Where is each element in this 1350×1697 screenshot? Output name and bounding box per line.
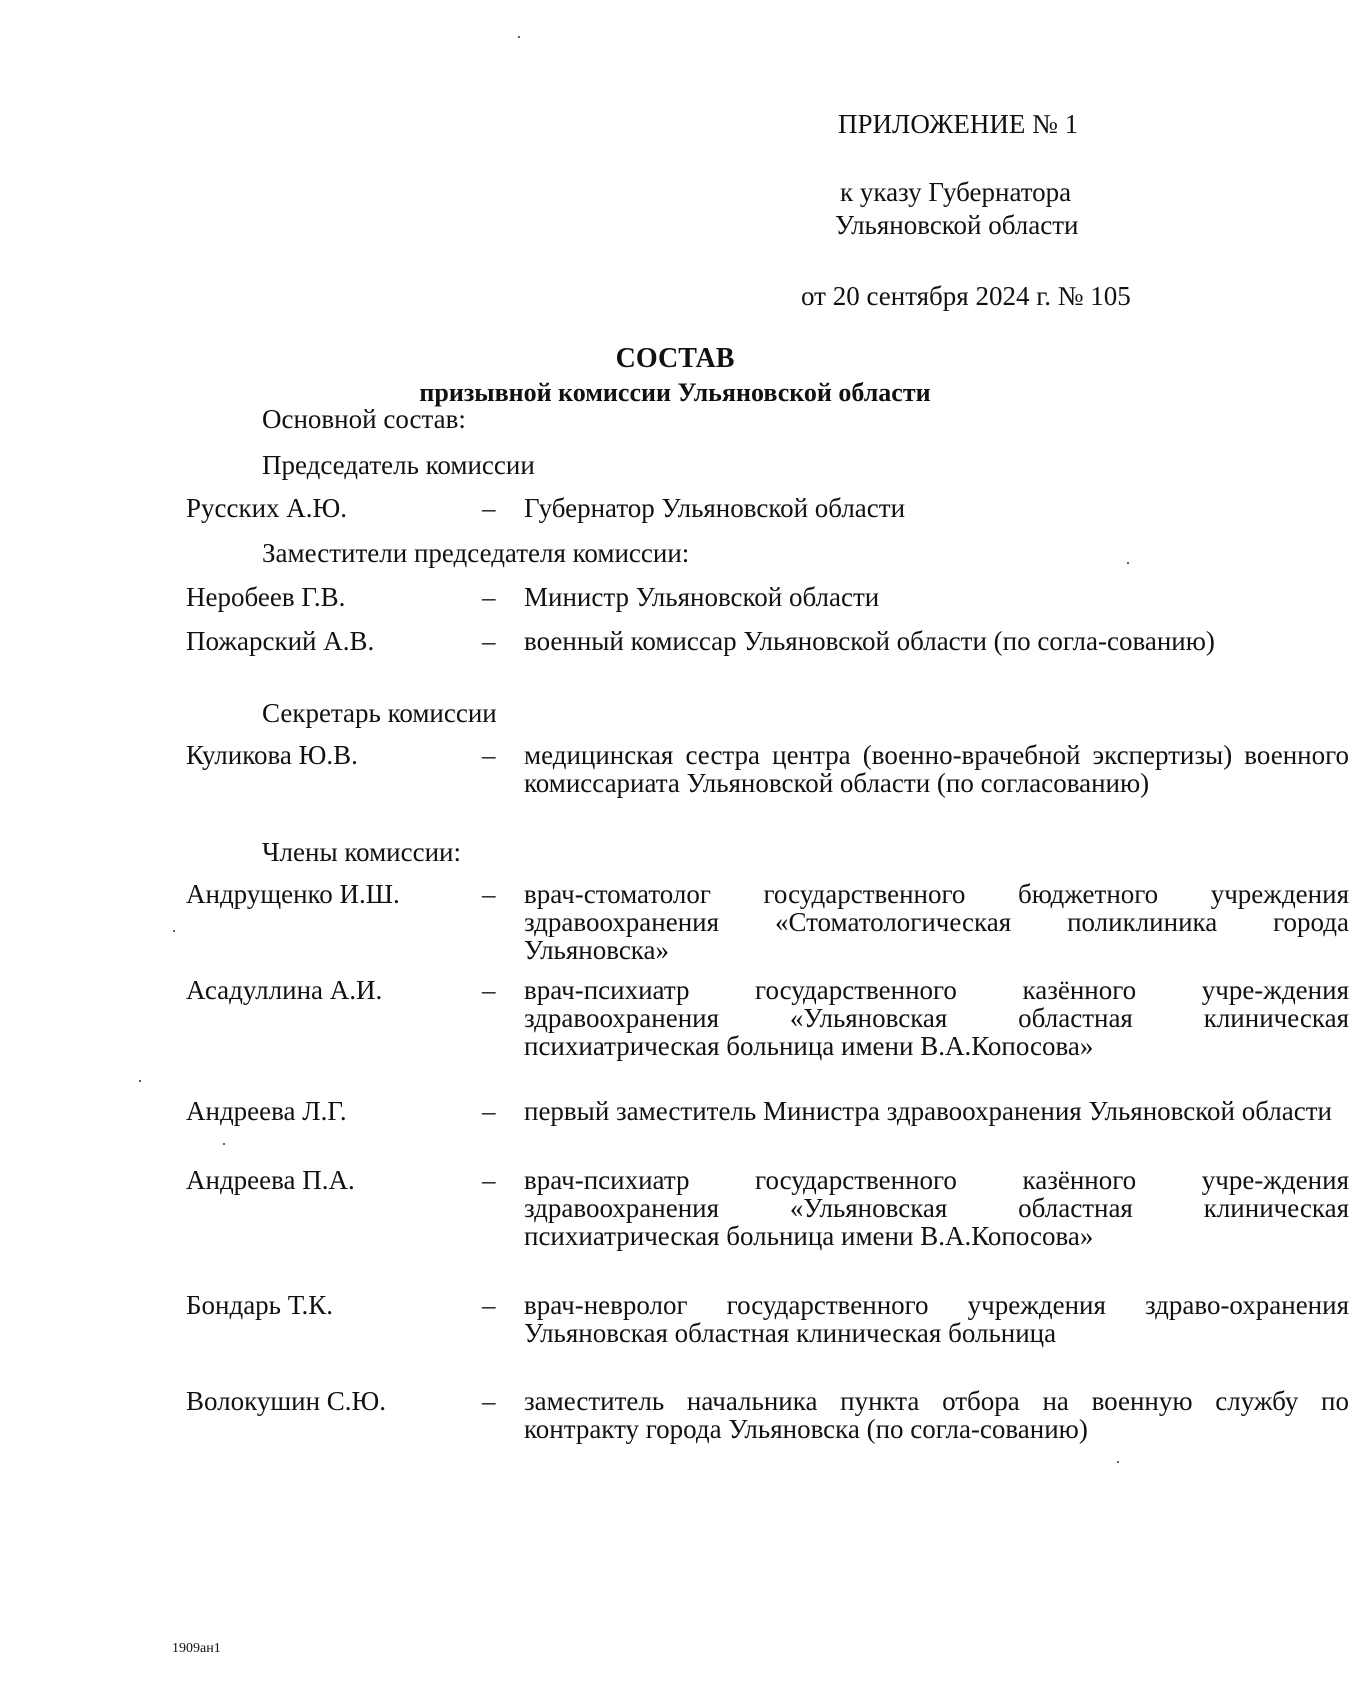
attachment-date: от 20 сентября 2024 г. № 105 xyxy=(801,281,1131,311)
member-dash: – xyxy=(482,493,496,523)
section-members: Члены комиссии: xyxy=(262,837,461,867)
member-dash: – xyxy=(482,740,496,770)
scan-speck xyxy=(1117,1461,1119,1463)
member-dash: – xyxy=(482,1290,496,1320)
scan-speck xyxy=(173,930,175,932)
section-deputies: Заместители председателя комиссии: xyxy=(262,538,690,568)
member-role: врач-невролог государственного учреждения здраво-охранения Ульяновская областная клиническая больница xyxy=(524,1290,1349,1348)
scan-speck xyxy=(139,1080,141,1082)
attachment-title: ПРИЛОЖЕНИЕ № 1 xyxy=(838,109,1079,139)
member-role: первый заместитель Министра здравоохранения Ульяновской области xyxy=(524,1096,1332,1126)
member-name: Асадуллина А.И. xyxy=(186,975,383,1005)
section-secretary: Секретарь комиссии xyxy=(262,698,497,728)
document-title: СОСТАВ xyxy=(615,343,735,374)
document-code: 1909ан1 xyxy=(172,1641,221,1656)
member-role: врач-психиатр государственного казённого учре-ждения здравоохранения «Ульяновская областная клиническая психиатрическая больница имени В.А.Копосова» xyxy=(524,975,1349,1061)
member-role: врач-стоматолог государственного бюджетного учреждения здравоохранения «Стоматологическая поликлиника города Ульяновска» xyxy=(524,879,1349,965)
member-dash: – xyxy=(482,975,496,1005)
attachment-to-line-1: к указу Губернатора xyxy=(840,177,1072,207)
member-name: Андрущенко И.Ш. xyxy=(186,879,400,909)
member-dash: – xyxy=(482,582,496,612)
document-subtitle: призывной комиссии Ульяновской области xyxy=(419,378,931,407)
section-chairman: Председатель комиссии xyxy=(262,450,535,480)
member-name: Андреева П.А. xyxy=(186,1165,355,1195)
scan-speck xyxy=(518,36,520,38)
member-role: военный комиссар Ульяновской области (по согла-сованию) xyxy=(524,626,1215,656)
member-role: Министр Ульяновской области xyxy=(524,582,880,612)
member-role: заместитель начальника пункта отбора на военную службу по контракту города Ульяновска (по согла-сованию) xyxy=(524,1386,1349,1444)
member-name: Неробеев Г.В. xyxy=(186,582,346,612)
member-dash: – xyxy=(482,1096,496,1126)
member-name: Волокушин С.Ю. xyxy=(186,1386,387,1416)
member-name: Бондарь Т.К. xyxy=(186,1290,334,1320)
member-name: Пожарский А.В. xyxy=(186,626,375,656)
member-name: Андреева Л.Г. xyxy=(186,1096,347,1126)
member-dash: – xyxy=(482,1165,496,1195)
member-role: Губернатор Ульяновской области xyxy=(524,493,906,523)
member-dash: – xyxy=(482,879,496,909)
member-dash: – xyxy=(482,626,496,656)
scan-speck xyxy=(223,1143,225,1145)
section-main: Основной состав: xyxy=(262,404,466,434)
member-dash: – xyxy=(482,1386,496,1416)
member-role: медицинская сестра центра (военно-врачебной экспертизы) военного комиссариата Ульяновской области (по согласованию) xyxy=(524,740,1349,798)
member-name: Русских А.Ю. xyxy=(186,493,348,523)
scan-speck xyxy=(1127,562,1129,564)
member-name: Куликова Ю.В. xyxy=(186,740,358,770)
attachment-to-line-2: Ульяновской области xyxy=(835,210,1079,240)
member-role: врач-психиатр государственного казённого учре-ждения здравоохранения «Ульяновская областная клиническая психиатрическая больница имени В.А.Копосова» xyxy=(524,1165,1349,1251)
